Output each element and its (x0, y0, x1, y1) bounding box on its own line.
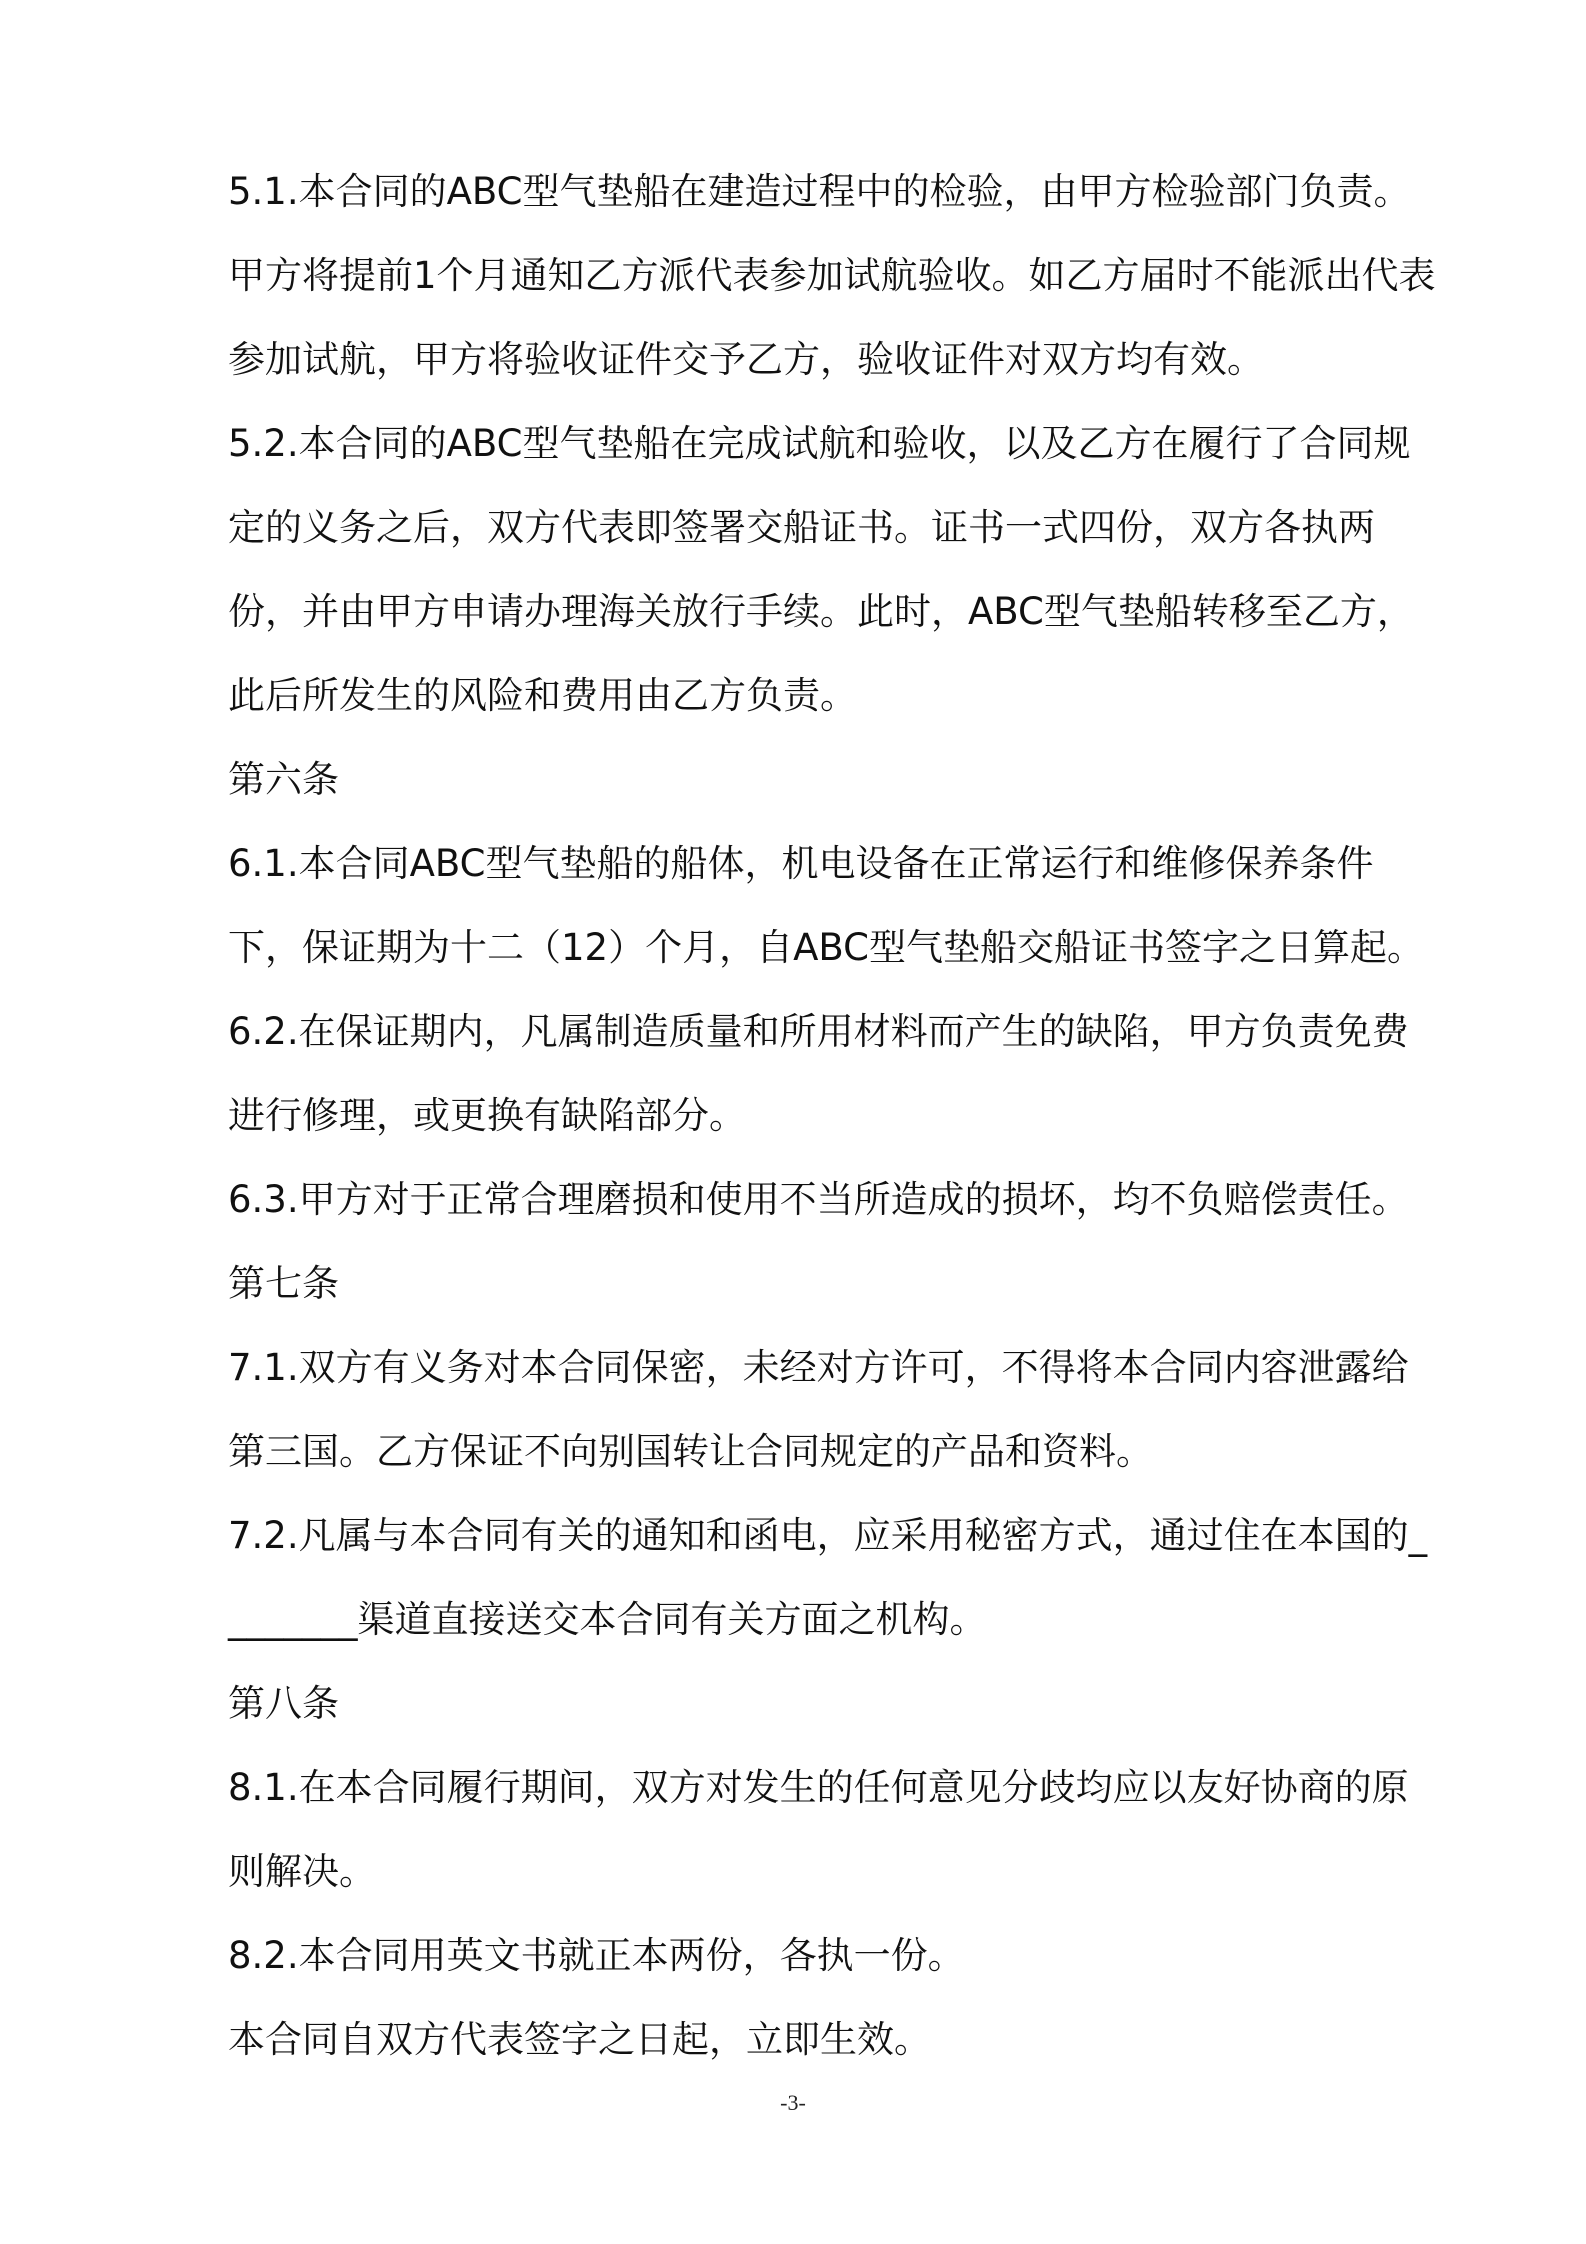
document-body (228, 150, 1438, 2082)
clause-7-2: 7.2.凡属与本合同有关的通知和函电，应采用秘密方式，通过住在本国的________渠道直接送交本合同有关方面之机构。 (228, 1514, 1428, 1641)
article-7-heading: 第七条 (228, 1262, 339, 1305)
article-6-heading: 第六条 (228, 758, 339, 801)
page-number: -3- (780, 2090, 806, 2115)
article-8-heading: 第八条 (228, 1682, 339, 1725)
clause-5-1: 5.1.本合同的ABC型气垫船在建造过程中的检验，由甲方检验部门负责。甲方将提前1个月通知乙方派代表参加试航验收。如乙方届时不能派出代表参加试航，甲方将验收证件交予乙方，验收证件对双方均有效。 (228, 170, 1436, 381)
clause-8-1: 8.1.在本合同履行期间，双方对发生的任何意见分歧均应以友好协商的原则解决。 (228, 1766, 1409, 1893)
clause-6-1: 6.1.本合同ABC型气垫船的船体，机电设备在正常运行和维修保养条件下，保证期为十二（12）个月，自ABC型气垫船交船证书签字之日算起。 (228, 842, 1424, 969)
clause-8-2: 8.2.本合同用英文书就正本两份，各执一份。 (228, 1934, 965, 1977)
clause-7-1: 7.1.双方有义务对本合同保密，未经对方许可，不得将本合同内容泄露给第三国。乙方保证不向别国转让合同规定的产品和资料。 (228, 1346, 1409, 1473)
clause-5-2: 5.2.本合同的ABC型气垫船在完成试航和验收，以及乙方在履行了合同规定的义务之后，双方代表即签署交船证书。证书一式四份，双方各执两份，并由甲方申请办理海关放行手续。此时，ABC型气垫船转移至乙方，此后所发生的风险和费用由乙方负责。 (228, 422, 1414, 717)
clause-6-2: 6.2.在保证期内，凡属制造质量和所用材料而产生的缺陷，甲方负责免费进行修理，或更换有缺陷部分。 (228, 1010, 1409, 1137)
clause-6-3: 6.3.甲方对于正常合理磨损和使用不当所造成的损坏，均不负赔偿责任。 (228, 1178, 1409, 1221)
effective-clause: 本合同自双方代表签字之日起，立即生效。 (228, 2018, 931, 2061)
